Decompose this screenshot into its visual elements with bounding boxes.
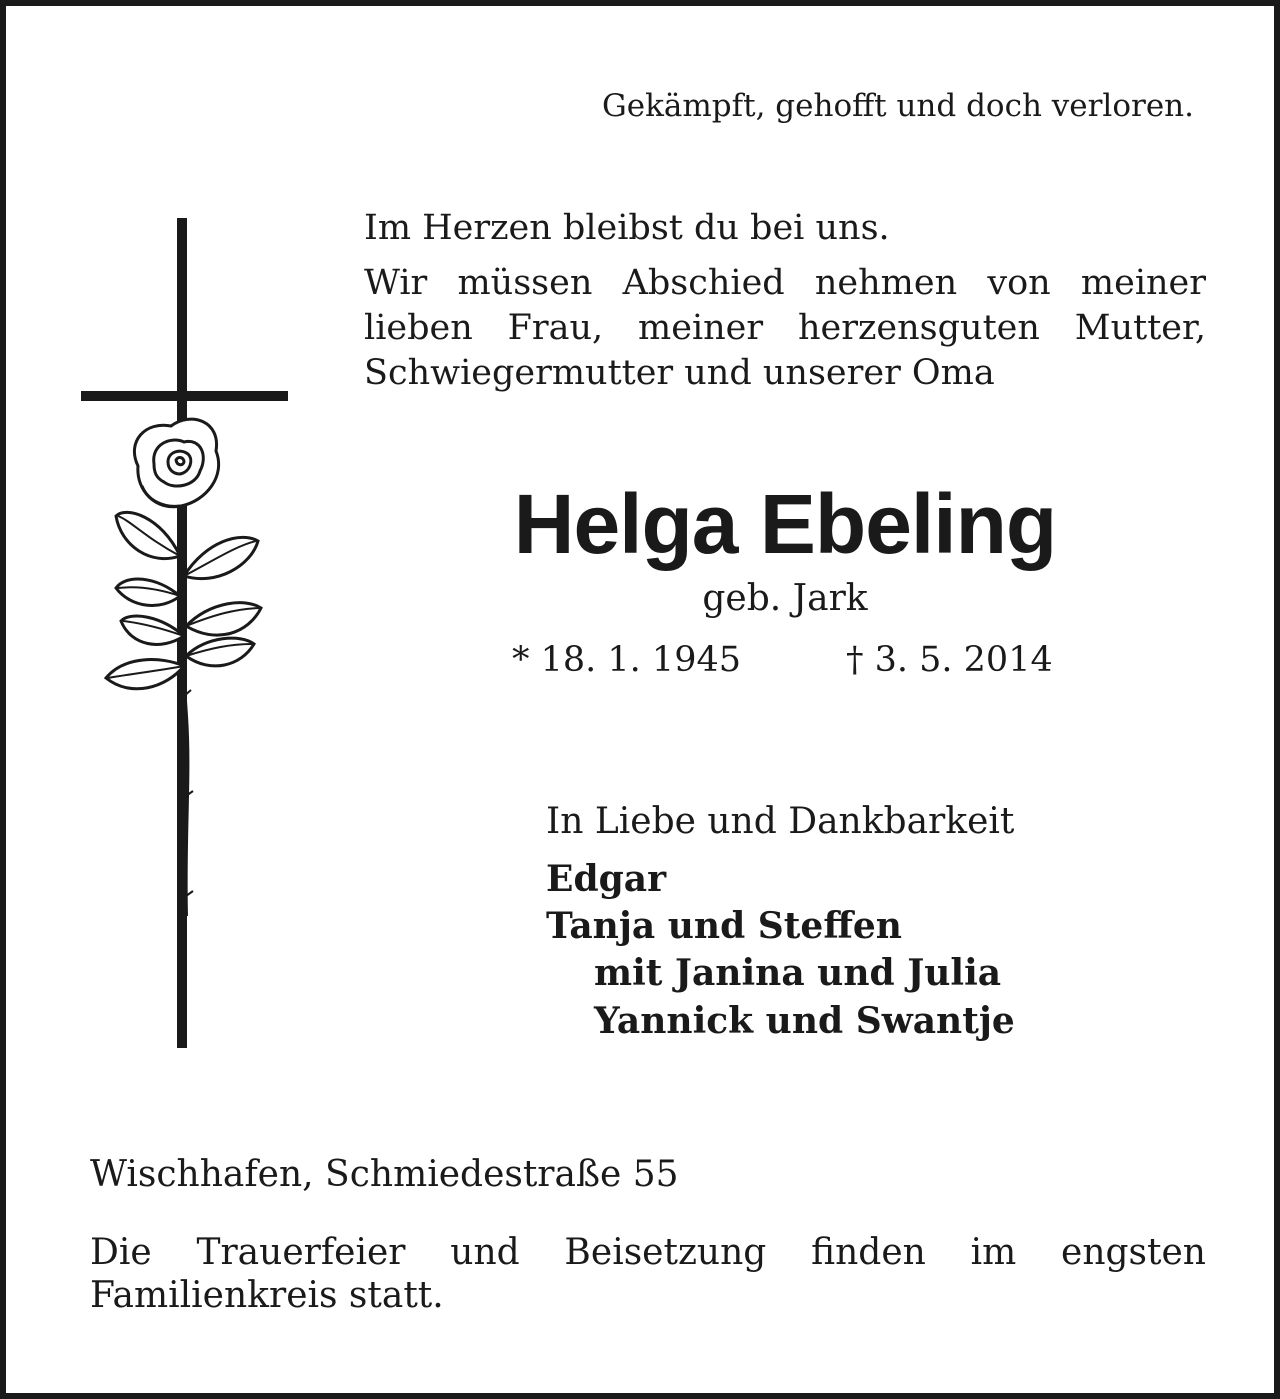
deceased-name: Helga Ebeling (513, 477, 1057, 571)
motto: Gekämpft, gehofft und doch verloren. (602, 88, 1194, 124)
mourner-name: mit Janina und Julia (594, 952, 1002, 994)
notice-line: Familienkreis statt. (90, 1275, 444, 1316)
funeral-notice (90, 1231, 1206, 1317)
mourners-heading: In Liebe und Dankbarkeit (546, 801, 1015, 842)
notice-line: Die Trauerfeier und Beisetzung finden im engsten (90, 1232, 1206, 1273)
intro-line: lieben Frau, meiner herzensguten Mutter, (364, 308, 1206, 348)
death-date: † 3. 5. 2014 (846, 640, 1053, 680)
cross-with-rose-icon (76, 216, 296, 1056)
birth-date: * 18. 1. 1945 (512, 640, 742, 680)
intro-text (364, 261, 1206, 396)
mourner-name: Edgar (546, 858, 667, 900)
intro-line: Im Herzen bleibst du bei uns. (364, 208, 890, 248)
intro-line: Wir müssen Abschied nehmen von meiner (364, 263, 1206, 303)
mourner-name: Yannick und Swantje (594, 1000, 1015, 1042)
mourner-name: Tanja und Steffen (546, 905, 902, 947)
address: Wischhafen, Schmiedestraße 55 (90, 1154, 679, 1195)
maiden-name: geb. Jark (702, 578, 868, 619)
intro-line: Schwiegermutter und unserer Oma (364, 353, 995, 393)
